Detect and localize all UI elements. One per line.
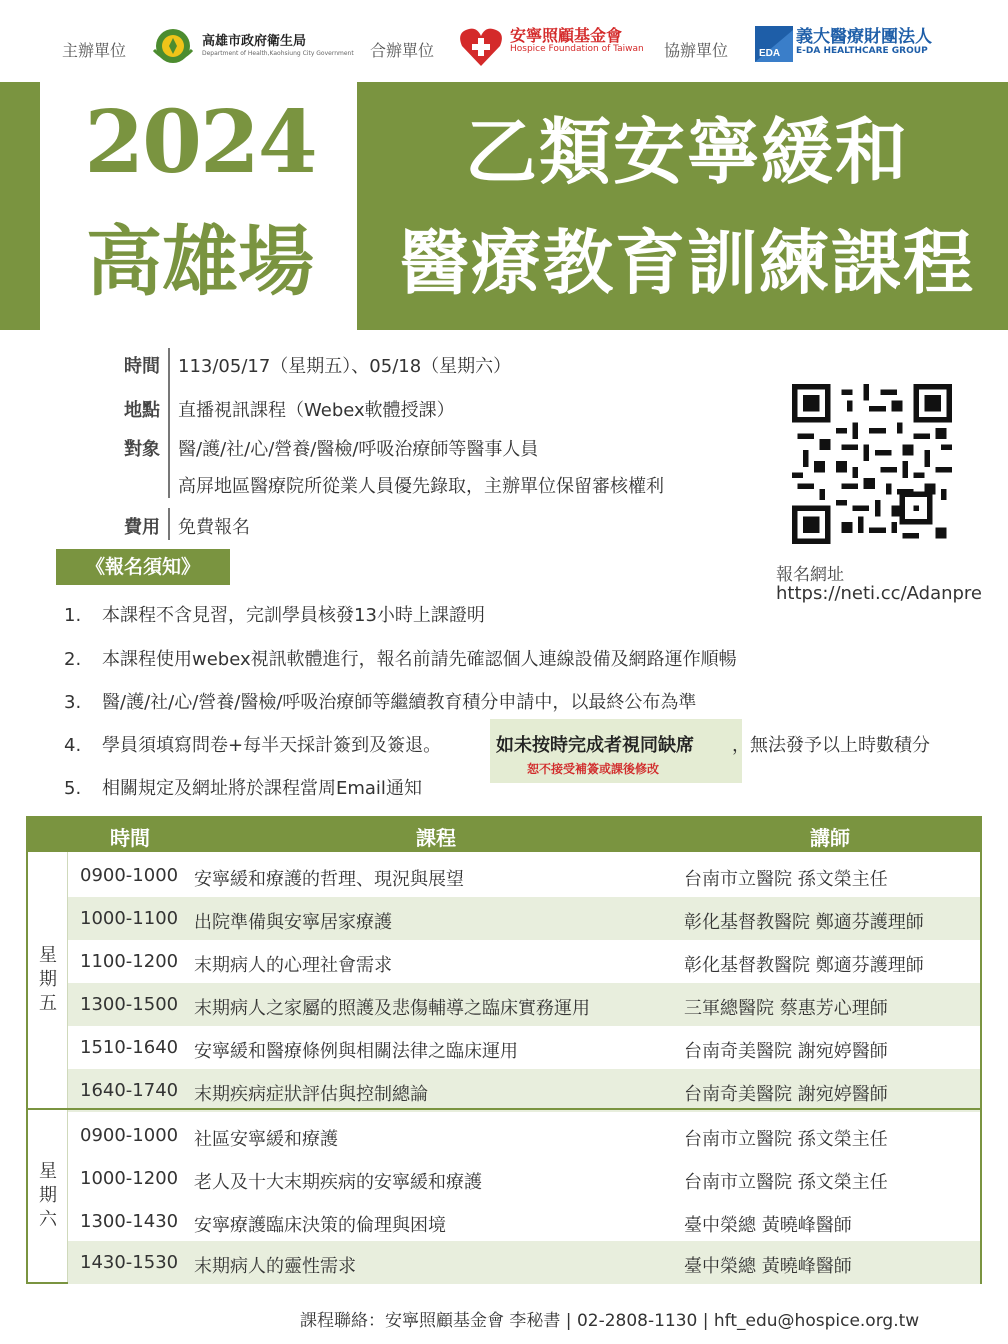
- day-char: 五: [39, 993, 57, 1014]
- notice-number: 4.: [64, 735, 82, 756]
- table-row: [68, 897, 980, 940]
- info-target-label: 對象: [124, 439, 160, 460]
- day-label-saturday: [38, 1160, 58, 1232]
- notice-number: 2.: [64, 649, 82, 670]
- cell-teacher: 台南市立醫院 孫文榮主任: [684, 869, 888, 890]
- header-year: 2024: [84, 92, 316, 193]
- day-char: 期: [39, 969, 57, 990]
- day-label-friday: [38, 944, 58, 1016]
- host-label: 主辦單位: [62, 41, 127, 60]
- cell-time: 1000-1100: [80, 908, 179, 929]
- info-target-value-2: 高屏地區醫療院所從業人員優先錄取，主辦單位保留審核權利: [178, 476, 664, 497]
- day-separator: [28, 1108, 980, 1110]
- cell-time: 1300-1430: [80, 1211, 179, 1232]
- info-time-label: 時間: [124, 356, 160, 377]
- cell-teacher: 彰化基督教醫院 鄭適芬護理師: [684, 955, 924, 976]
- notice-item: [64, 601, 485, 627]
- co-host-label: 合辦單位: [370, 41, 435, 60]
- notice-title: 《報名須知》: [56, 549, 230, 585]
- cell-time: 0900-1000: [80, 865, 179, 886]
- cell-course: 末期病人的靈性需求: [194, 1256, 356, 1277]
- table-row: [68, 1241, 980, 1284]
- cell-course: 安寧療護臨床決策的倫理與困境: [194, 1215, 446, 1236]
- table-header: [28, 818, 980, 852]
- cell-teacher: 台南市立醫院 孫文榮主任: [684, 1129, 888, 1150]
- day-column-friday: [28, 852, 68, 1108]
- header-title-line1: 乙類安寧緩和: [464, 110, 909, 194]
- info-place-label: 地點: [124, 400, 160, 421]
- header-course: 課程: [416, 826, 456, 850]
- co-host-name-en: Hospice Foundation of Taiwan: [510, 44, 644, 54]
- header-title-panel: [357, 82, 1008, 330]
- cell-time: 1000-1200: [80, 1168, 179, 1189]
- table-row: [68, 1026, 980, 1069]
- hospice-foundation-logo: [458, 26, 504, 68]
- notice-text: 相關規定及網址將於課程當周Email通知: [102, 778, 422, 799]
- table-row: [68, 1200, 980, 1243]
- assist-name-en: E-DA HEALTHCARE GROUP: [796, 46, 928, 56]
- host-name-en: Department of Health,Kaohsiung City Government: [202, 50, 354, 57]
- table-row: [68, 854, 980, 897]
- schedule-table: [26, 816, 982, 1284]
- table-row: [68, 983, 980, 1026]
- table-row: [68, 1157, 980, 1200]
- cell-course: 安寧緩和療護的哲理、現況與展望: [194, 869, 464, 890]
- header-teacher: 講師: [810, 826, 850, 850]
- header-city: 高雄場: [86, 217, 314, 306]
- table-row: [68, 1069, 980, 1112]
- cell-teacher: 台南奇美醫院 謝宛婷醫師: [684, 1041, 888, 1062]
- day-char: 期: [39, 1185, 57, 1206]
- notice-item: [64, 774, 422, 800]
- info-divider: [168, 348, 170, 498]
- health-bureau-logo: [150, 26, 196, 66]
- cell-course: 末期病人之家屬的照護及悲傷輔導之臨床實務運用: [194, 998, 590, 1019]
- cell-course: 出院準備與安寧居家療護: [194, 912, 392, 933]
- cell-teacher: 三軍總醫院 蔡惠芳心理師: [684, 998, 888, 1019]
- day-char: 星: [39, 1161, 57, 1182]
- notice-text: 醫/護/社/心/營養/醫檢/呼吸治療師等繼續教育積分申請中，以最終公布為準: [102, 692, 697, 713]
- cell-course: 社區安寧緩和療護: [194, 1129, 338, 1150]
- notice-number: 3.: [64, 692, 82, 713]
- registration-url-link[interactable]: https://neti.cc/Adanpre: [776, 583, 983, 604]
- cell-teacher: 臺中榮總 黃曉峰醫師: [684, 1215, 852, 1236]
- day-char: 星: [39, 945, 57, 966]
- organizer-bar: [0, 10, 1008, 70]
- notice-number: 5.: [64, 778, 82, 799]
- notice-highlight-text: 如未按時完成者視同缺席: [496, 735, 694, 756]
- day-column-saturday: [28, 1110, 68, 1282]
- cell-teacher: 臺中榮總 黃曉峰醫師: [684, 1256, 852, 1277]
- cell-course: 末期病人的心理社會需求: [194, 955, 392, 976]
- notice-text: 本課程使用webex視訊軟體進行，報名前請先確認個人連線設備及網路運作順暢: [102, 649, 737, 670]
- notice-text: 學員須填寫問卷+每半天採計簽到及簽退。: [102, 735, 442, 756]
- info-time-value: 113/05/17（星期五）、05/18（星期六）: [178, 356, 512, 377]
- cell-time: 0900-1000: [80, 1125, 179, 1146]
- svg-text:EDA: EDA: [759, 48, 781, 59]
- cell-course: 末期疾病症狀評估與控制總論: [194, 1084, 428, 1105]
- registration-qr-code[interactable]: [792, 384, 952, 544]
- cell-teacher: 台南市立醫院 孫文榮主任: [684, 1172, 888, 1193]
- info-fee-value: 免費報名: [178, 517, 250, 538]
- assist-label: 協辦單位: [664, 41, 729, 60]
- registration-label: 報名網址: [776, 565, 844, 585]
- eda-logo: [755, 26, 793, 62]
- cell-teacher: 台南奇美醫院 謝宛婷醫師: [684, 1084, 888, 1105]
- cell-time: 1300-1500: [80, 994, 179, 1015]
- notice-item: [64, 731, 441, 757]
- cell-teacher: 彰化基督教醫院 鄭適芬護理師: [684, 912, 924, 933]
- cell-time: 1640-1740: [80, 1080, 179, 1101]
- header-accent-bar: [0, 82, 40, 330]
- info-place-value: 直播視訊課程（Webex軟體授課）: [178, 400, 455, 421]
- table-row: [68, 1114, 980, 1157]
- notice-highlight-subtext: 恕不接受補簽或課後修改: [527, 762, 660, 776]
- day-char: 六: [39, 1209, 57, 1230]
- table-row: [68, 940, 980, 983]
- notice-item4-tail: ，無法發予以上時數積分: [732, 735, 930, 756]
- notice-item: [64, 645, 737, 671]
- info-divider: [168, 508, 170, 540]
- co-host-name: 安寧照顧基金會: [510, 26, 623, 45]
- header-time: 時間: [110, 826, 150, 850]
- info-fee-label: 費用: [124, 517, 160, 538]
- notice-number: 1.: [64, 605, 82, 626]
- footer-contact: 課程聯絡：安寧照顧基金會 李秘書 | 02-2808-1130 | hft_edu@hospice.org.tw: [300, 1311, 920, 1331]
- cell-course: 安寧緩和醫療條例與相關法律之臨床運用: [194, 1041, 518, 1062]
- assist-name: 義大醫療財團法人: [796, 27, 932, 47]
- info-target-value: 醫/護/社/心/營養/醫檢/呼吸治療師等醫事人員: [178, 439, 539, 460]
- host-name: 高雄市政府衛生局: [202, 34, 307, 49]
- notice-item: [64, 688, 696, 714]
- header-title-line2: 醫療教育訓練課程: [399, 222, 975, 304]
- cell-time: 1510-1640: [80, 1037, 179, 1058]
- cell-time: 1430-1530: [80, 1252, 179, 1273]
- cell-time: 1100-1200: [80, 951, 179, 972]
- cell-course: 老人及十大末期疾病的安寧緩和療護: [194, 1172, 482, 1193]
- notice-text: 本課程不含見習，完訓學員核發13小時上課證明: [102, 605, 485, 626]
